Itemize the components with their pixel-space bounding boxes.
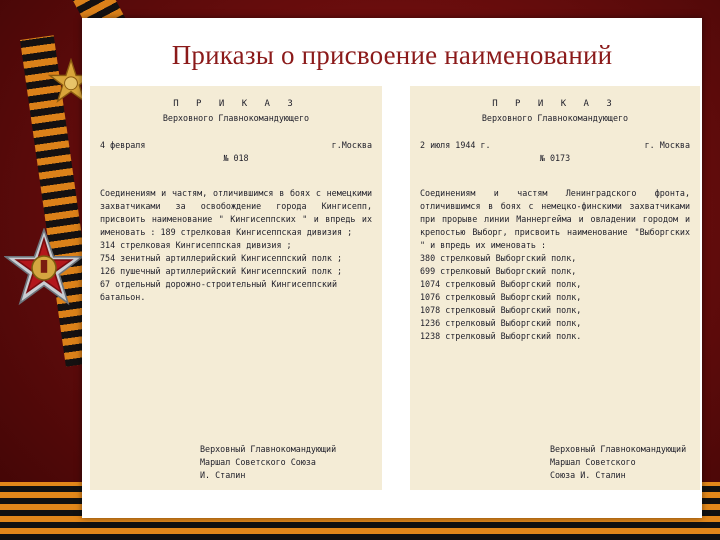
doc-body-text: Соединениям и частям, отличившимся в боях с немецкими захватчиками за освобождение города Кингисепп, присвоить наименование " Кингисеппских " и впредь их именовать : 189 стрелковая Кингисеппская дивизия ; [100, 187, 372, 238]
doc-signature [90, 443, 382, 482]
doc-signature [410, 443, 700, 482]
doc-list-item: 1074 стрелковый Выборгский полк, [420, 279, 582, 290]
doc-list-item: 126 пушечный артиллерийский Кингисеппский полк ; [100, 266, 343, 277]
signature-line: Маршал Советского Союза [200, 456, 316, 467]
doc-list-item: 67 отдельный дорожно-строительный Кингисеппский батальон. [100, 279, 337, 303]
slide [82, 18, 702, 518]
doc-date-row [100, 139, 372, 152]
doc-date-row [420, 139, 690, 152]
doc-city: г.Москва [331, 139, 372, 150]
doc-heading: П Р И К А З [173, 99, 299, 109]
doc-list-item: 380 стрелковый Выборгский полк, [420, 253, 577, 264]
order-of-patriotic-war-star-icon [4, 228, 84, 308]
doc-issuer: Верховного Главнокомандующего [162, 112, 310, 123]
doc-list-item: 1236 стрелковый Выборгский полк, [420, 318, 582, 329]
doc-issuer: Верховного Главнокомандующего [481, 112, 629, 123]
slide-title: Приказы о присвоение наименований [171, 40, 613, 70]
order-document-right [410, 86, 700, 490]
doc-list-item: 1076 стрелковый Выборгский полк, [420, 292, 582, 303]
signature-line: Верховный Главнокомандующий [200, 443, 337, 454]
order-document-left [90, 86, 382, 490]
doc-list-item: 1078 стрелковый Выборгский полк, [420, 305, 582, 316]
doc-list-item: 1238 стрелковый Выборгский полк. [420, 331, 582, 342]
doc-number: № 018 [223, 152, 249, 163]
doc-list-item: 699 стрелковый Выборгский полк, [420, 266, 577, 277]
signature-line: Верховный Главнокомандующий [550, 443, 687, 454]
doc-date: 2 июля 1944 г. [420, 139, 491, 150]
doc-body-text: Соединениям и частям Ленинградского фронта, отличившимся в боях с немецко-финскими захватчиками при прорыве линии Маннергейма и овладении городом и крепостью Выборг, присвоить наименование "Выборгских " и впредь их именовать : [420, 187, 690, 251]
doc-heading: П Р И К А З [492, 99, 618, 109]
doc-date: 4 февраля [100, 139, 146, 150]
doc-city: г. Москва [644, 139, 690, 150]
signature-line: Маршал Советского [550, 456, 636, 467]
signature-line: Союза И. Сталин [550, 469, 626, 480]
doc-list-item: 754 зенитный артиллерийский Кингисеппский полк ; [100, 253, 343, 264]
doc-list-item: 314 стрелковая Кингисеппская дивизия ; [100, 240, 292, 251]
signature-line: И. Сталин [200, 469, 246, 480]
doc-number: № 0173 [539, 152, 571, 163]
